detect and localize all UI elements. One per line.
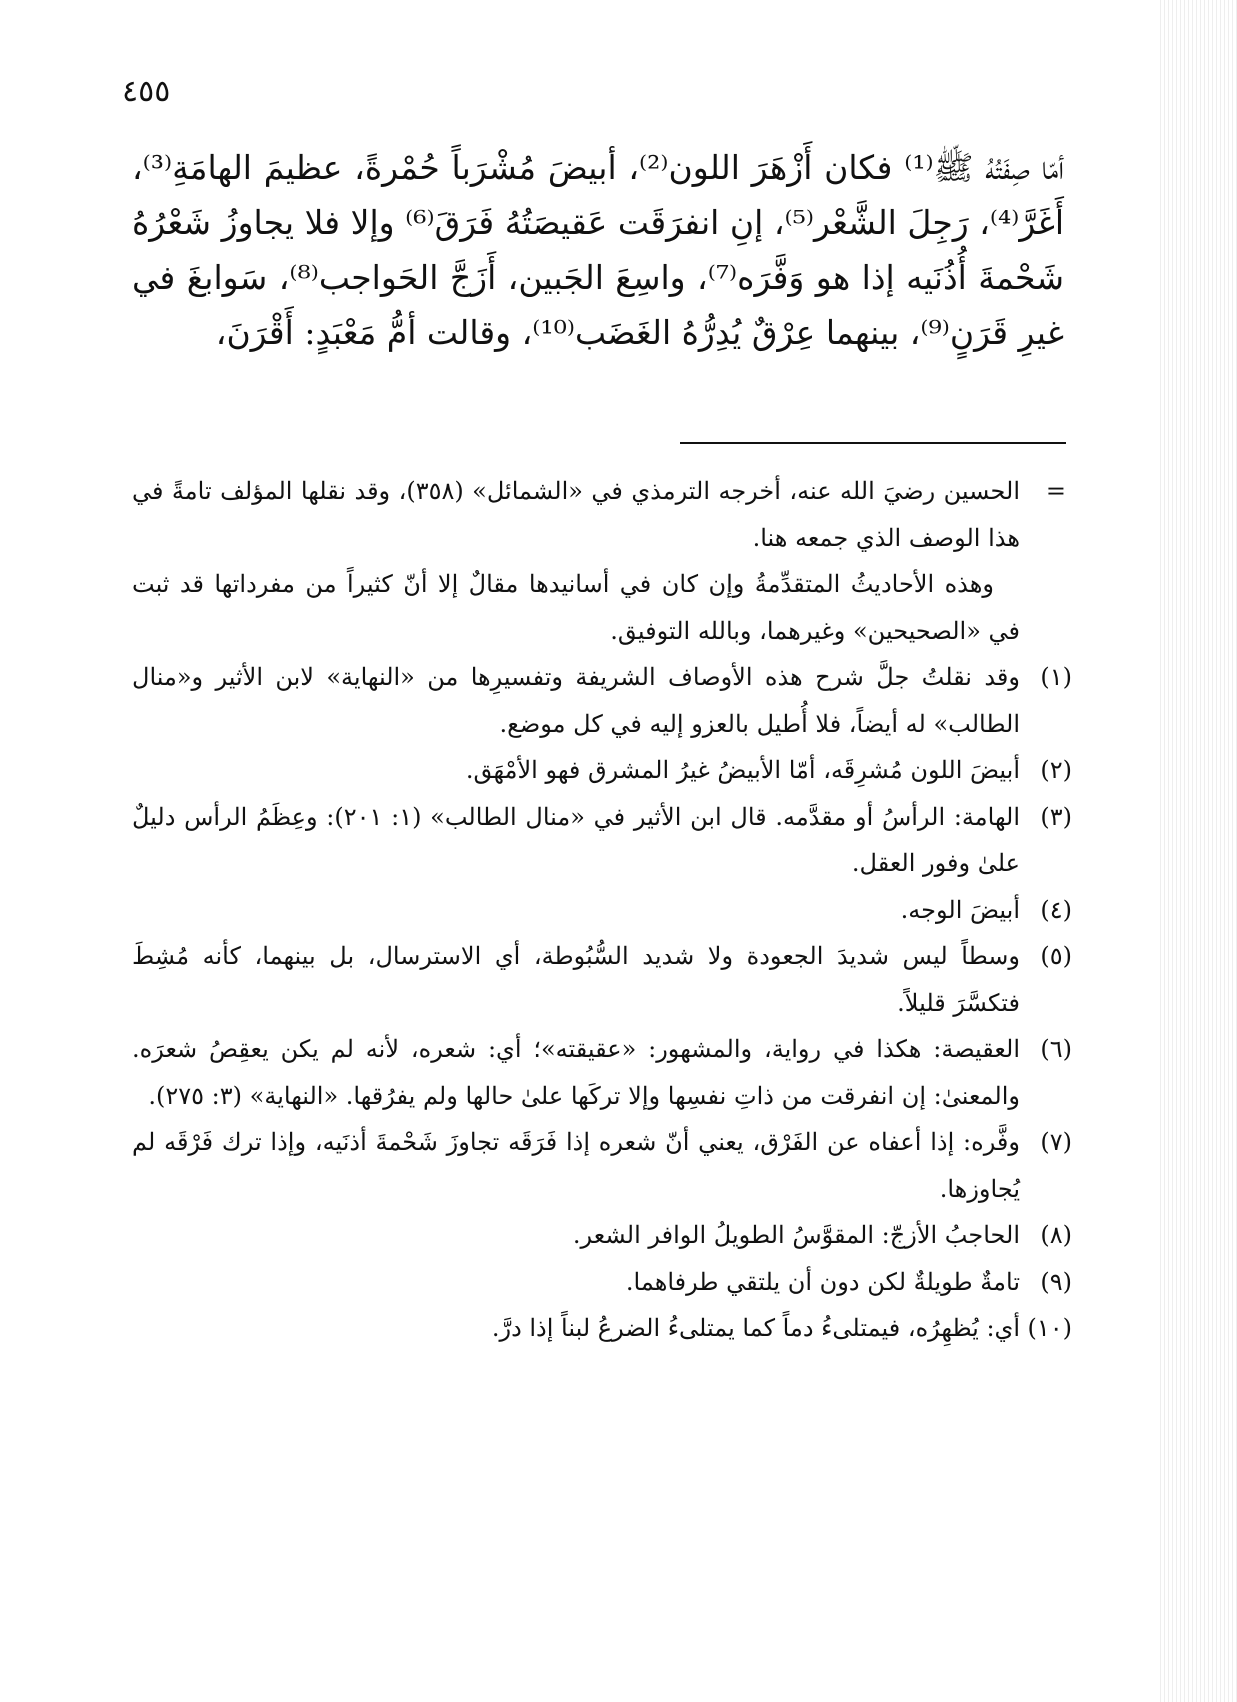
footnote-8 — [132, 1212, 1072, 1259]
footnote-9 — [132, 1259, 1072, 1306]
footnote-5 — [132, 933, 1072, 1026]
footnote-1 — [132, 654, 1072, 747]
footnote-text: الحاجبُ الأزجّ: المقوَّسُ الطويلُ الوافر الشعر. — [572, 1221, 1020, 1249]
footnote-text: أبيضَ اللون مُشرِقَه، أمّا الأبيضُ غيرُ المشرق فهو الأمْهَق. — [465, 756, 1020, 784]
footnote-marker: (٩) — [1040, 1267, 1072, 1296]
footnote-marker: (١) — [1040, 663, 1072, 691]
footnote-text: الهامة: الرأسُ أو مقدَّمه. قال ابن الأثير في «منال الطالب» (١: ٢٠١): وعِظَمُ الرأس دليلٌ علىٰ وفور العقل. — [132, 802, 1020, 877]
footnote-3 — [132, 794, 1072, 887]
footnote-marker: (١٠) — [1027, 1314, 1072, 1342]
footnote-text: وفَّره: إذا أعفاه عن الفَرْق، يعني أنّ شعره إذا فَرَقَه تجاوزَ شَحْمةَ أذنَيه، وإذا ترك فَرْقَه لم يُجاوزها. — [132, 1128, 1020, 1203]
footnote-text: أي: يُظهِرُه، فيمتلىءُ دماً كما يمتلىءُ الضرعُ لبناً إذا درَّ. — [491, 1314, 1020, 1342]
footnote-text: تامةٌ طويلةٌ لكن دون أن يلتقي طرفاهما. — [625, 1267, 1020, 1296]
footnote-marker: (٢) — [1040, 756, 1072, 784]
footnotes — [132, 468, 1072, 1352]
footnote-2 — [132, 747, 1072, 794]
footnote-separator — [680, 442, 1066, 444]
footnote-7 — [132, 1119, 1072, 1212]
footnote-marker: (٤) — [1040, 895, 1072, 924]
main-text — [132, 140, 1064, 360]
footnote-continued — [132, 468, 1072, 561]
footnote-text: وسطاً ليس شديدَ الجعودة ولا شديد السُّبُوطة، أي الاسترسال، بل بينهما، كأنه مُشِطَ فتكسَّرَ قليلاً. — [132, 942, 1020, 1017]
footnote-text: وقد نقلتُ جلَّ شرح هذه الأوصاف الشريفة وتفسيرِها من «النهاية» لابن الأثير و«منال الطالب» له أيضاً، فلا أُطيل بالعزو إليه في كل موضع. — [132, 663, 1020, 738]
footnote-marker: (٨) — [1040, 1221, 1072, 1249]
footnote-text: الحسين رضيَ الله عنه، أخرجه الترمذي في «الشمائل» (٣٥٨)، وقد نقلها المؤلف تامةً في هذا الوصف الذي جمعه هنا. — [132, 477, 1020, 552]
continuation-marker: = — [1045, 477, 1066, 505]
footnote-marker: (٣) — [1040, 802, 1072, 831]
footnote-marker: (٦) — [1040, 1035, 1072, 1063]
footnote-text: العقيصة: هكذا في رواية، والمشهور: «عقيقته»؛ أي: شعره، لأنه لم يكن يعقِصُ شعرَه. والمعنىٰ: إن انفرقت من ذاتِ نفسِها وإلا تركَها علىٰ حالها ولم يفرُقها. «النهاية» (٣: ٢٧٥). — [132, 1035, 1020, 1110]
footnote-4 — [132, 887, 1072, 934]
footnote-10 — [132, 1305, 1072, 1352]
footnote-marker: (٧) — [1040, 1128, 1072, 1156]
main-paragraph: أمّا صِفَتُهُ ﷺ⁽¹⁾ فكان أَزْهَرَ اللون⁽²⁾، أبيضَ مُشْرَباً حُمْرةً، عظيمَ الهامَةِ⁽³⁾، أَغَرَّ⁽⁴⁾، رَجِلَ الشَّعْر⁽⁵⁾، إنِ انفرَقَت عَقيصَتُهُ فَرَقَ⁽⁶⁾ وإلا فلا يجاوزُ شَعْرُهُ شَحْمةَ أُذُنَيه إذا هو وَفَّرَه⁽⁷⁾، واسِعَ الجَبين، أَزَجَّ الحَواجب⁽⁸⁾، سَوابغَ في غيرِ قَرَنٍ⁽⁹⁾، بينهما عِرْقٌ يُدِرُّهُ الغَضَب⁽¹⁰⁾، وقالت أمُّ مَعْبَدٍ: أَقْرَنَ، — [132, 148, 1065, 352]
scan-edge-texture — [1157, 0, 1237, 1702]
footnote-6 — [132, 1026, 1072, 1119]
footnote-paragraph: وهذه الأحاديثُ المتقدِّمةُ وإن كان في أسانيدها مقالٌ إلا أنّ كثيراً من مفرداتها قد ثبت في «الصحيحين» وغيرهما، وبالله التوفيق. — [132, 570, 1020, 645]
footnote-text: أبيضَ الوجه. — [900, 895, 1020, 924]
footnote-marker: (٥) — [1040, 942, 1072, 970]
page-number: ٤٥٥ — [122, 74, 171, 109]
